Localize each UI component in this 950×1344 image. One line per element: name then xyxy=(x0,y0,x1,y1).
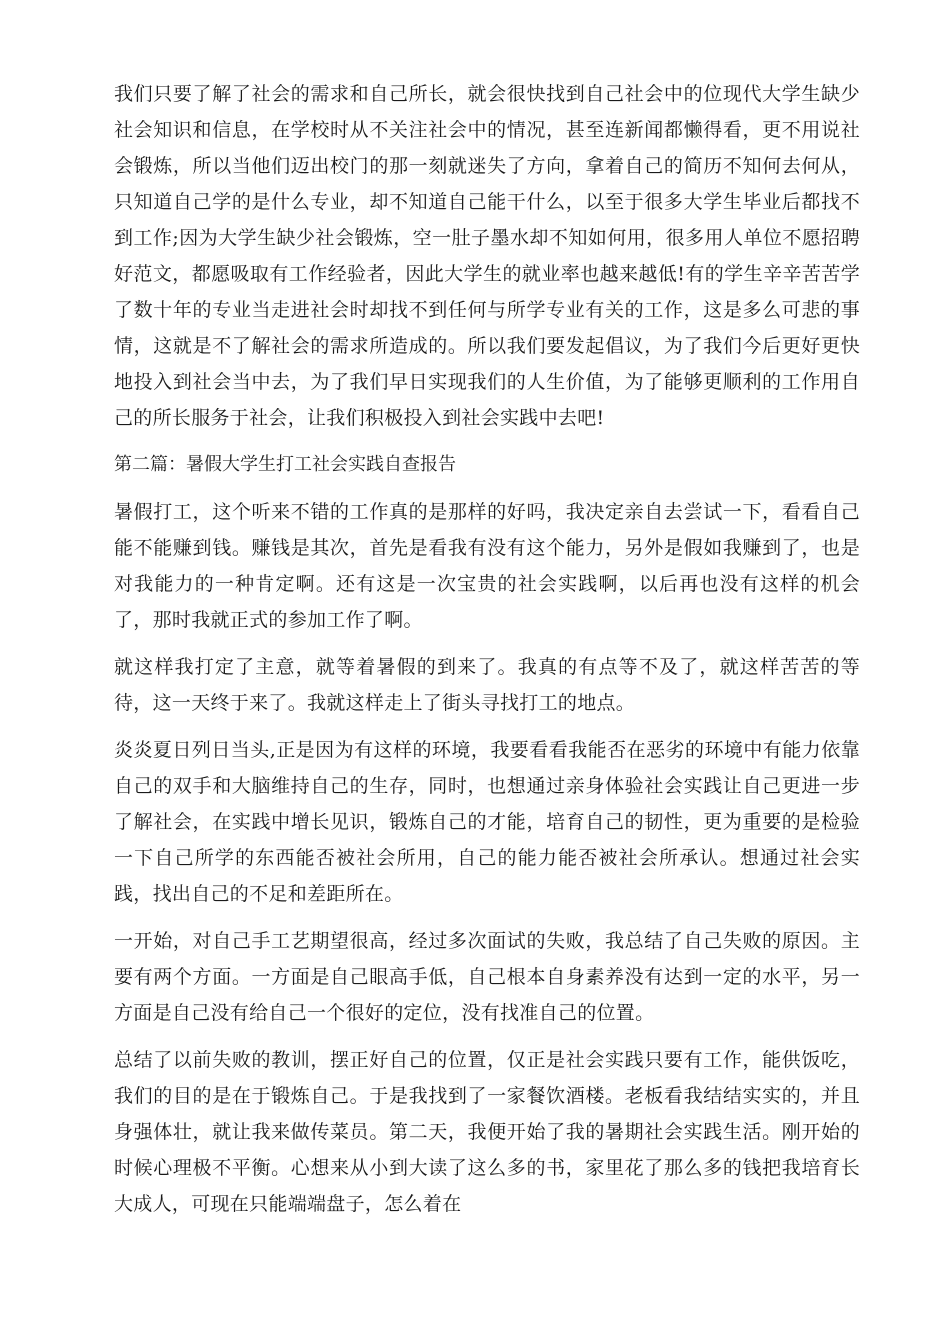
paragraph-7 xyxy=(114,1042,860,1222)
paragraph-5 xyxy=(114,732,860,912)
paragraph-4-text: 就这样我打定了主意，就等着暑假的到来了。我真的有点等不及了，就这样苦苦的等待，这一天终于来了。我就这样走上了街头寻找打工的地点。 xyxy=(114,656,860,714)
paragraph-spacer xyxy=(114,436,860,447)
paragraph-spacer xyxy=(114,1031,860,1042)
paragraph-3 xyxy=(114,494,860,638)
paragraph-spacer xyxy=(114,912,860,923)
paragraph-7-text: 总结了以前失败的教训，摆正好自己的位置，仅正是社会实践只要有工作，能供饭吃，我们的目的是在于锻炼自己。于是我找到了一家餐饮酒楼。老板看我结结实实的，并且身强体壮，就让我来做传菜员。第二天，我便开始了我的暑期社会实践生活。刚开始的时候心理极不平衡。心想来从小到大读了这么多的书，家里花了那么多的钱把我培育长大成人，可现在只能端端盘子，怎么着在 xyxy=(114,1049,860,1215)
document-body xyxy=(114,76,860,1222)
paragraph-1 xyxy=(114,76,860,436)
paragraph-6 xyxy=(114,923,860,1031)
paragraph-4 xyxy=(114,649,860,721)
section-heading xyxy=(114,447,860,483)
paragraph-spacer xyxy=(114,721,860,732)
paragraph-spacer xyxy=(114,638,860,649)
paragraph-6-text: 一开始，对自己手工艺期望很高，经过多次面试的失败，我总结了自己失败的原因。主要有两个方面。一方面是自己眼高手低，自己根本自身素养没有达到一定的水平，另一方面是自己没有给自己一个很好的定位，没有找准自己的位置。 xyxy=(114,930,860,1024)
paragraph-3-text: 暑假打工，这个听来不错的工作真的是那样的好吗，我决定亲自去尝试一下，看看自己能不能赚到钱。赚钱是其次，首先是看我有没有这个能力，另外是假如我赚到了，也是对我能力的一种肯定啊。还有这是一次宝贵的社会实践啊，以后再也没有这样的机会了，那时我就正式的参加工作了啊。 xyxy=(114,501,860,631)
paragraph-spacer xyxy=(114,483,860,494)
paragraph-1-text: 我们只要了解了社会的需求和自己所长，就会很快找到自己社会中的位现代大学生缺少社会知识和信息，在学校时从不关注社会中的情况，甚至连新闻都懒得看，更不用说社会锻炼，所以当他们迈出校门的那一刻就迷失了方向，拿着自己的简历不知何去何从，只知道自己学的是什么专业，却不知道自己能干什么，以至于很多大学生毕业后都找不到工作;因为大学生缺少社会锻炼，空一肚子墨水却不知如何用，很多用人单位不愿招聘好范文，都愿吸取有工作经验者，因此大学生的就业率也越来越低!有的学生辛辛苦苦学了数十年的专业当走进社会时却找不到任何与所学专业有关的工作，这是多么可悲的事情，这就是不了解社会的需求所造成的。所以我们要发起倡议，为了我们今后更好更快地投入到社会当中去，为了我们早日实现我们的人生价值，为了能够更顺利的工作用自己的所长服务于社会，让我们积极投入到社会实践中去吧! xyxy=(114,83,860,429)
section-heading-text: 第二篇：暑假大学生打工社会实践自查报告 xyxy=(114,454,456,475)
paragraph-5-text: 炎炎夏日列日当头,正是因为有这样的环境，我要看看我能否在恶劣的环境中有能力依靠自己的双手和大脑维持自己的生存，同时，也想通过亲身体验社会实践让自己更进一步了解社会，在实践中增长见识，锻炼自己的才能，培育自己的韧性，更为重要的是检验一下自己所学的东西能否被社会所用，自己的能力能否被社会所承认。想通过社会实践，找出自己的不足和差距所在。 xyxy=(114,739,860,905)
